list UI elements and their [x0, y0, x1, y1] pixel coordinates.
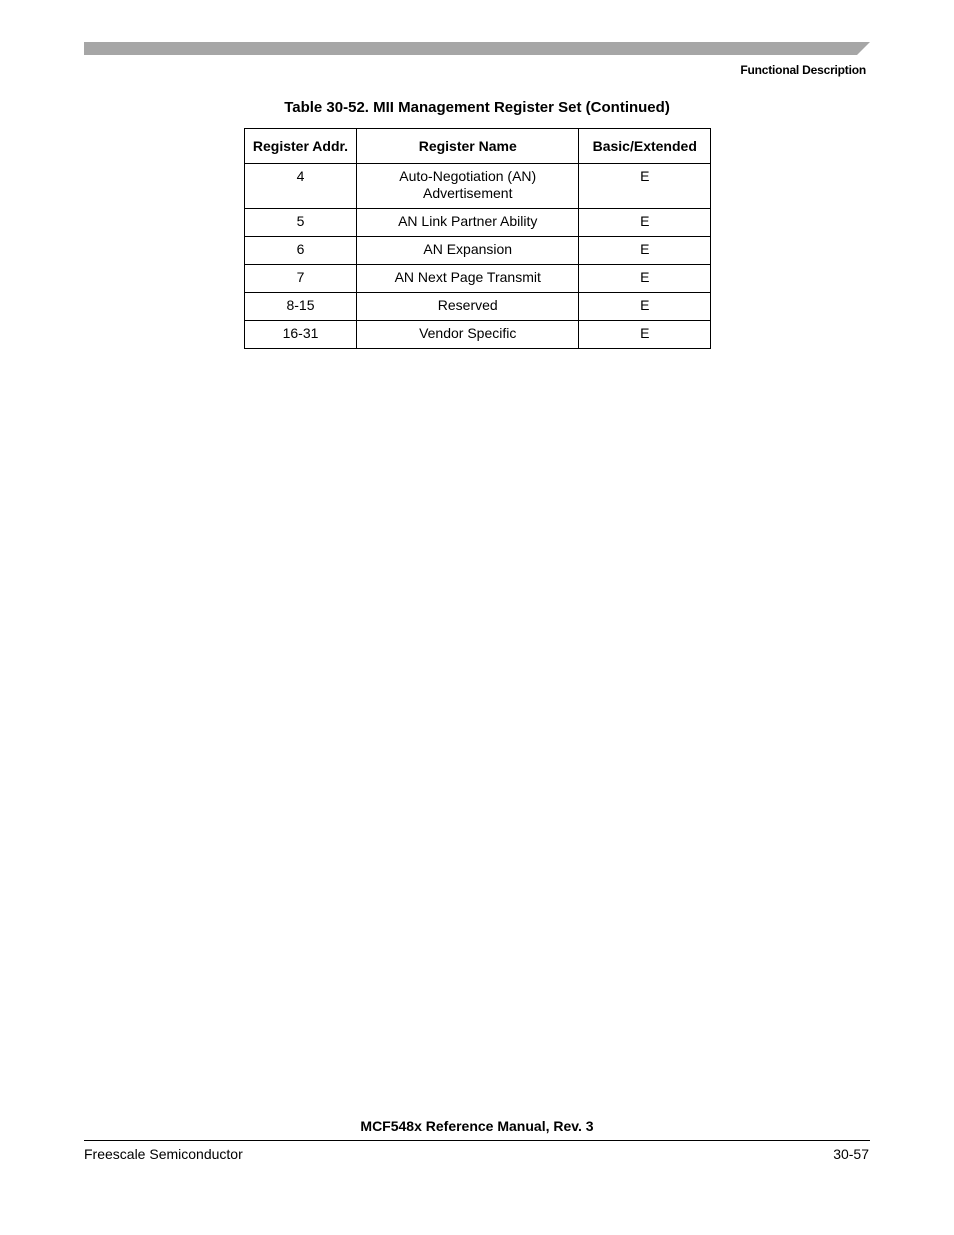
footer-manual-title: MCF548x Reference Manual, Rev. 3: [360, 1118, 594, 1134]
cell-register-name: AN Expansion: [356, 237, 579, 265]
cell-basic-extended: E: [579, 209, 711, 237]
cell-basic-extended: E: [579, 293, 711, 321]
table-title: Table 30-52. MII Management Register Set (Continued): [284, 99, 670, 116]
table-row: [245, 321, 711, 349]
header-bar-graphic: [84, 42, 870, 55]
table-row: [245, 237, 711, 265]
cell-basic-extended: E: [579, 265, 711, 293]
table-row: [245, 265, 711, 293]
cell-register-addr: 5: [245, 209, 357, 237]
table-row: [245, 209, 711, 237]
cell-basic-extended: E: [579, 164, 711, 209]
table-header-row: [245, 129, 711, 164]
column-header-register-addr: Register Addr.: [245, 129, 357, 164]
table-row: [245, 293, 711, 321]
cell-register-name: Vendor Specific: [356, 321, 579, 349]
table-row: [245, 164, 711, 209]
section-label: Functional Description: [740, 63, 866, 77]
cell-register-addr: 7: [245, 265, 357, 293]
cell-register-name: Reserved: [356, 293, 579, 321]
column-header-register-name: Register Name: [356, 129, 579, 164]
cell-register-addr: 4: [245, 164, 357, 209]
cell-register-name: AN Link Partner Ability: [356, 209, 579, 237]
cell-basic-extended: E: [579, 237, 711, 265]
column-header-basic-extended: Basic/Extended: [579, 129, 711, 164]
cell-register-addr: 6: [245, 237, 357, 265]
register-table: [244, 128, 711, 349]
header-bar: [84, 42, 870, 55]
cell-register-name: AN Next Page Transmit: [356, 265, 579, 293]
cell-register-name-line2: Advertisement: [422, 185, 513, 201]
footer-company: Freescale Semiconductor: [84, 1146, 243, 1162]
cell-register-addr: 16-31: [245, 321, 357, 349]
cell-register-name-line1: Auto-Negotiation (AN): [399, 168, 537, 184]
cell-basic-extended: E: [579, 321, 711, 349]
footer-divider: [84, 1140, 870, 1141]
cell-register-addr: 8-15: [245, 293, 357, 321]
footer-page-number: 30-57: [833, 1146, 869, 1162]
cell-register-name: [356, 164, 579, 209]
